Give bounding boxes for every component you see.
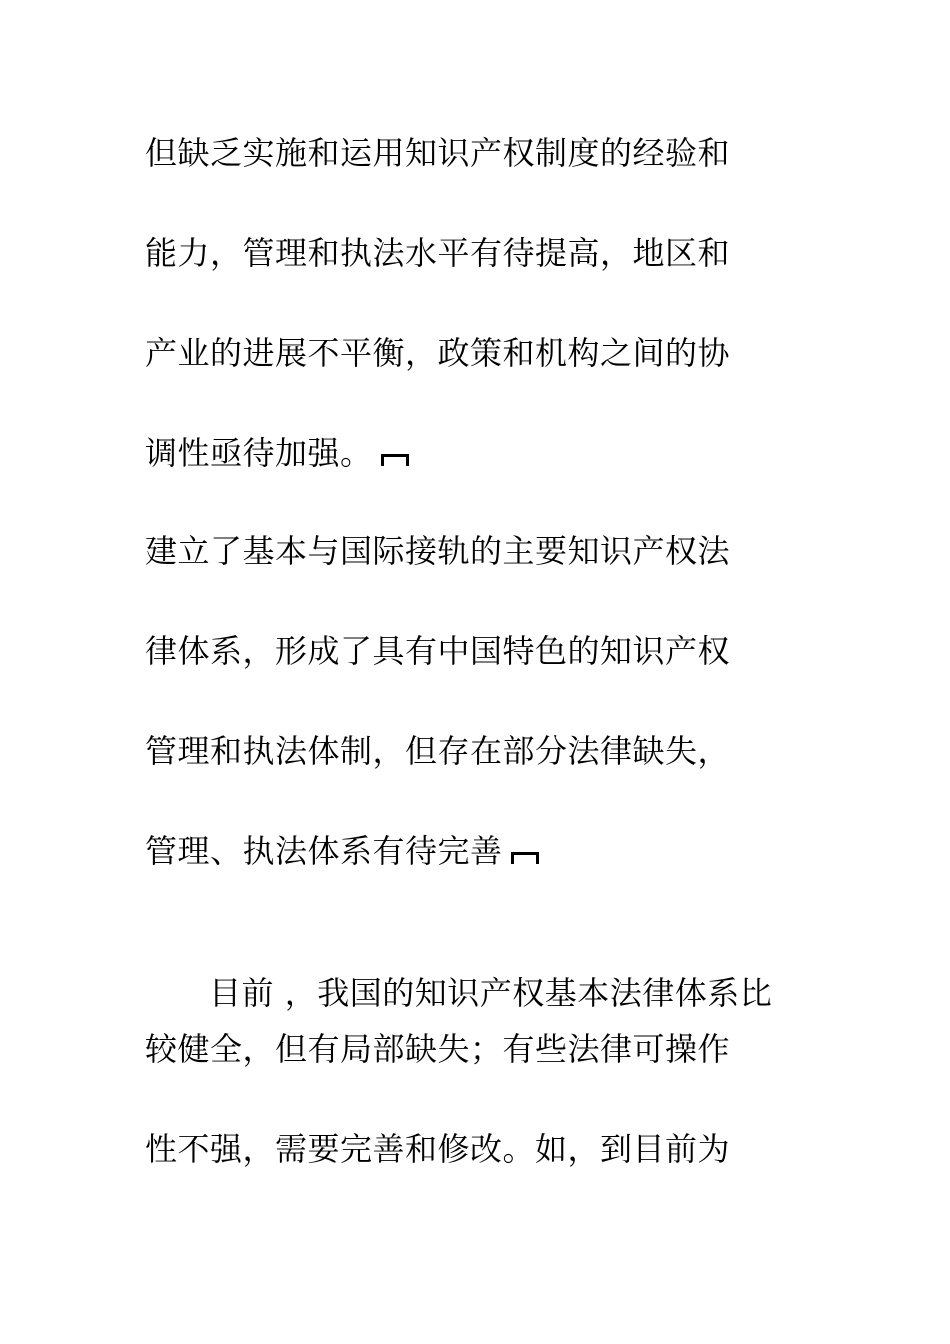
text-line-content: 律体系，形成了具有中国特色的知识产权: [145, 632, 731, 670]
text-line-content: 管理、执法体系有待完善: [145, 832, 503, 870]
text-line-content: 管理和执法体制，但存在部分法律缺失，: [145, 732, 731, 770]
text-line-2: [145, 231, 785, 275]
text-line-11: [145, 1127, 785, 1171]
text-line-10: [145, 1027, 785, 1071]
text-line-5: [145, 529, 785, 573]
text-line-content: 产业的进展不平衡，政策和机构之间的协: [145, 334, 731, 372]
paragraph-mark-icon: [381, 452, 407, 466]
paragraph-mark-icon: [511, 850, 537, 864]
text-line-content: 调性亟待加强。: [145, 434, 373, 472]
text-line-7: [145, 729, 785, 773]
text-line-1: [145, 131, 785, 175]
text-line-content: 能力，管理和执法水平有待提高，地区和: [145, 234, 731, 272]
text-line-3: [145, 331, 785, 375]
text-line-content: 性不强，需要完善和修改。如，到目前为: [145, 1130, 731, 1168]
text-line-6: [145, 629, 785, 673]
text-line-8: [145, 829, 785, 873]
text-line-content: 目前 ，我国的知识产权基本法律体系比: [187, 974, 773, 1012]
text-line-content: 但缺乏实施和运用知识产权制度的经验和: [145, 134, 731, 172]
text-line-content: 较健全，但有局部缺失；有些法律可操作: [145, 1030, 731, 1068]
text-line-9: [145, 927, 785, 1012]
text-line-content: 建立了基本与国际接轨的主要知识产权法: [145, 532, 731, 570]
text-line-4: [145, 431, 785, 475]
